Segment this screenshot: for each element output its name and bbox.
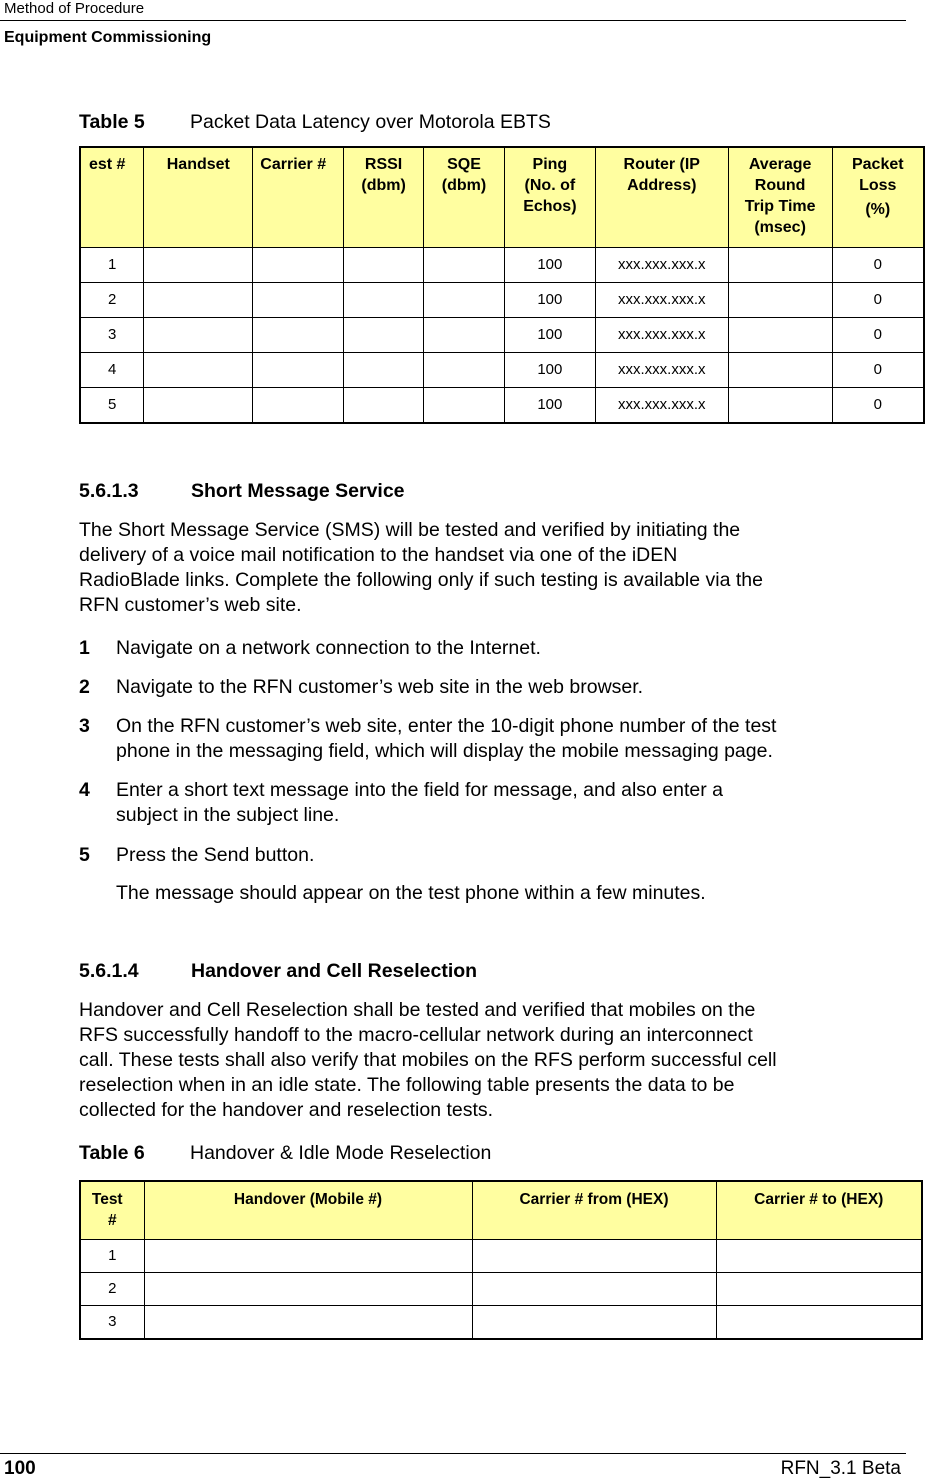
cell-ping: 100 [504, 352, 595, 387]
table5-caption [79, 111, 551, 134]
table-row [80, 1272, 922, 1305]
cell-loss: 0 [832, 317, 924, 352]
col-header-ping: Ping (No. of Echos) [504, 147, 595, 247]
cell-rssi [344, 282, 424, 317]
cell-loss: 0 [832, 387, 924, 423]
cell-sqe [424, 247, 505, 282]
table-row [80, 387, 924, 423]
cell-sqe [424, 387, 505, 423]
cell-rssi [344, 317, 424, 352]
section-header: Equipment Commissioning [4, 29, 212, 46]
cell-test: 2 [80, 282, 144, 317]
section-heading-sms: 5.6.1.3 Short Message Service [79, 480, 405, 502]
sms-step-4: 4 Enter a short text message into the field for message, and also enter a subject in the subject line. [79, 779, 724, 826]
col-header-carrier-from: Carrier # from (HEX) [472, 1181, 716, 1239]
cell-carrier-from [472, 1305, 716, 1339]
cell-carrier [253, 247, 344, 282]
cell-router: xxx.xxx.xxx.x [595, 317, 728, 352]
cell-loss: 0 [832, 247, 924, 282]
col-header-avg-rtt: Average Round Trip Time (msec) [728, 147, 832, 247]
cell-test: 1 [80, 1239, 144, 1272]
cell-avg-rtt [728, 282, 832, 317]
sms-step-3: 3 On the RFN customer’s web site, enter the 10-digit phone number of the test phone in the messaging field, which will display the mobile messaging page. [79, 715, 777, 762]
table6-label: Table 6 [79, 1142, 145, 1164]
cell-router: xxx.xxx.xxx.x [595, 387, 728, 423]
sms-step-5: 5 Press the Send button. [79, 844, 315, 866]
col-header-handover-mobile: Handover (Mobile #) [144, 1181, 472, 1239]
table5-title: Packet Data Latency over Motorola EBTS [190, 111, 551, 133]
cell-avg-rtt [728, 317, 832, 352]
cell-ping: 100 [504, 247, 595, 282]
table-row [80, 1305, 922, 1339]
cell-handset [144, 247, 253, 282]
sms-step-2: 2 Navigate to the RFN customer’s web site in the web browser. [79, 676, 644, 698]
table-row [80, 247, 924, 282]
table6-caption [79, 1142, 491, 1165]
cell-carrier-to [716, 1272, 922, 1305]
cell-avg-rtt [728, 247, 832, 282]
table-row [80, 317, 924, 352]
cell-handset [144, 352, 253, 387]
col-header-sqe: SQE (dbm) [424, 147, 505, 247]
cell-carrier [253, 317, 344, 352]
col-header-handset: Handset [144, 147, 253, 247]
table5-label: Table 5 [79, 111, 145, 133]
col-header-router: Router (IP Address) [595, 147, 728, 247]
cell-rssi [344, 352, 424, 387]
cell-loss: 0 [832, 282, 924, 317]
col-header-carrier-to: Carrier # to (HEX) [716, 1181, 922, 1239]
cell-handset [144, 317, 253, 352]
table-row [80, 352, 924, 387]
cell-carrier [253, 387, 344, 423]
cell-carrier [253, 352, 344, 387]
col-header-test: est # [80, 147, 144, 247]
cell-sqe [424, 317, 505, 352]
cell-rssi [344, 387, 424, 423]
cell-handover-mobile [144, 1272, 472, 1305]
page-number: 100 [4, 1458, 36, 1479]
handover-intro-paragraph: Handover and Cell Reselection shall be tested and verified that mobiles on the RFS successfully handoff to the macro-cellular network during an interconnect call. These tests shall also verify that mobiles on the RFS perform successful cell reselection when in an idle state. The following table presents the data to be collected for the handover and reselection tests. [79, 999, 777, 1121]
cell-sqe [424, 352, 505, 387]
cell-test: 3 [80, 317, 144, 352]
cell-loss: 0 [832, 352, 924, 387]
sms-result-note: The message should appear on the test phone within a few minutes. [116, 882, 706, 904]
document-version: RFN_3.1 Beta [780, 1458, 901, 1479]
header-divider [0, 20, 906, 21]
cell-router: xxx.xxx.xxx.x [595, 352, 728, 387]
cell-ping: 100 [504, 282, 595, 317]
table-row [80, 1239, 922, 1272]
col-header-packet-loss: Packet Loss (%) [832, 147, 924, 247]
section-heading-handover: 5.6.1.4 Handover and Cell Reselection [79, 960, 478, 982]
packet-latency-table [79, 146, 925, 424]
document-type: Method of Procedure [4, 0, 145, 17]
footer-divider [0, 1453, 906, 1454]
cell-test: 3 [80, 1305, 144, 1339]
col-header-test: Test # [80, 1181, 144, 1239]
cell-handset [144, 282, 253, 317]
cell-handover-mobile [144, 1305, 472, 1339]
cell-carrier-from [472, 1239, 716, 1272]
sms-step-1: 1 Navigate on a network connection to the Internet. [79, 637, 541, 659]
cell-router: xxx.xxx.xxx.x [595, 247, 728, 282]
cell-test: 5 [80, 387, 144, 423]
cell-router: xxx.xxx.xxx.x [595, 282, 728, 317]
cell-ping: 100 [504, 317, 595, 352]
cell-carrier-from [472, 1272, 716, 1305]
cell-sqe [424, 282, 505, 317]
col-header-carrier: Carrier # [253, 147, 344, 247]
cell-carrier-to [716, 1239, 922, 1272]
handover-reselection-table [79, 1180, 923, 1340]
sms-intro-paragraph: The Short Message Service (SMS) will be tested and verified by initiating the delivery of a voice mail notification to the handset via one of the iDEN RadioBlade links. Complete the following only if such testing is available via the RFN customer’s web site. [79, 519, 763, 616]
col-header-rssi: RSSI (dbm) [344, 147, 424, 247]
cell-avg-rtt [728, 387, 832, 423]
table6-title: Handover & Idle Mode Reselection [190, 1142, 492, 1164]
cell-handset [144, 387, 253, 423]
cell-avg-rtt [728, 352, 832, 387]
cell-rssi [344, 247, 424, 282]
cell-ping: 100 [504, 387, 595, 423]
cell-test: 4 [80, 352, 144, 387]
table-row [80, 282, 924, 317]
cell-handover-mobile [144, 1239, 472, 1272]
cell-carrier [253, 282, 344, 317]
cell-test: 1 [80, 247, 144, 282]
cell-carrier-to [716, 1305, 922, 1339]
cell-test: 2 [80, 1272, 144, 1305]
